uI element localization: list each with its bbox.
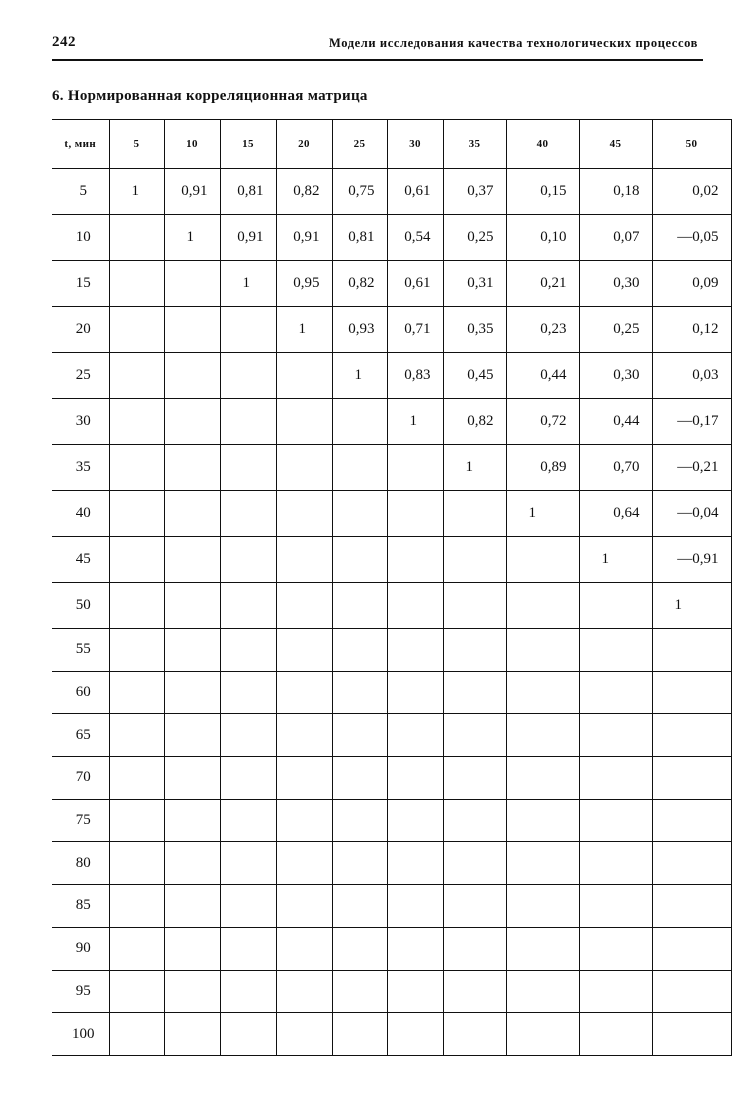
table-cell: 1 [332,353,387,399]
table-cell: 0,07 [579,215,652,261]
table-cell [387,671,443,714]
table-cell: 0,10 [506,215,579,261]
table-cell [652,714,731,757]
table-cell [652,799,731,842]
table-row [52,799,731,842]
table-cell [652,885,731,928]
table-row [52,757,731,800]
table-row [52,307,731,353]
table-cell [220,307,276,353]
table-cell [579,927,652,970]
table-cell: 0,81 [332,215,387,261]
table-cell: 0,35 [443,307,506,353]
table-cell: 1 [109,169,164,215]
table-cell [164,445,220,491]
table-cell [220,799,276,842]
column-header-10: 10 [164,120,220,169]
table-cell [652,1013,731,1056]
table-cell [276,799,332,842]
table-cell: 0,89 [506,445,579,491]
table-row [52,445,731,491]
table-cell [164,399,220,445]
table-cell [220,583,276,629]
table-cell [220,537,276,583]
row-label: 50 [52,583,109,629]
column-header-50: 50 [652,120,731,169]
row-label: 90 [52,927,109,970]
table-cell: 0,25 [443,215,506,261]
row-label: 100 [52,1013,109,1056]
table-cell [443,629,506,672]
table-cell [276,714,332,757]
table-cell [164,671,220,714]
table-cell [220,671,276,714]
row-label: 40 [52,491,109,537]
table-cell [220,842,276,885]
page-number: 242 [52,34,76,50]
table-cell [332,537,387,583]
column-header-25: 25 [332,120,387,169]
table-cell [579,885,652,928]
table-row [52,537,731,583]
table-cell [109,1013,164,1056]
table-cell [109,537,164,583]
table-cell [164,714,220,757]
table-cell [443,970,506,1013]
table-cell [109,799,164,842]
table-cell [332,399,387,445]
table-cell [387,537,443,583]
table-cell [220,927,276,970]
row-label: 85 [52,885,109,928]
table-cell: 0,72 [506,399,579,445]
table-cell [109,491,164,537]
table-cell: 0,02 [652,169,731,215]
table-cell [332,629,387,672]
row-label: 75 [52,799,109,842]
table-cell [579,799,652,842]
table-cell [579,714,652,757]
table-cell: —0,91 [652,537,731,583]
table-cell [443,491,506,537]
table-cell: 0,44 [579,399,652,445]
table-cell: 0,30 [579,353,652,399]
table-cell [506,537,579,583]
table-cell: —0,21 [652,445,731,491]
table-cell [164,799,220,842]
table-cell [387,629,443,672]
table-cell [332,885,387,928]
table-cell: 0,91 [164,169,220,215]
table-cell [276,583,332,629]
table-cell: 1 [652,583,731,629]
table-cell [332,927,387,970]
table-cell: 1 [220,261,276,307]
table-row [52,583,731,629]
table-cell [652,842,731,885]
table-cell [220,353,276,399]
table-cell: 0,81 [220,169,276,215]
table-cell [220,629,276,672]
table-cell [506,927,579,970]
table-cell [220,714,276,757]
table-cell [164,1013,220,1056]
column-header-5: 5 [109,120,164,169]
table-cell [164,353,220,399]
table-cell [387,927,443,970]
table-cell: 0,30 [579,261,652,307]
table-cell [332,842,387,885]
table-cell: 0,54 [387,215,443,261]
row-label: 5 [52,169,109,215]
correlation-matrix-table [52,119,732,1056]
table-cell: 0,82 [443,399,506,445]
table-cell [506,671,579,714]
table-cell [506,1013,579,1056]
row-label: 30 [52,399,109,445]
table-row [52,885,731,928]
table-row [52,1013,731,1056]
table-cell [109,885,164,928]
table-cell [220,885,276,928]
row-label: 25 [52,353,109,399]
table-cell: 1 [443,445,506,491]
table-cell [276,537,332,583]
table-cell [387,757,443,800]
table-cell: 0,25 [579,307,652,353]
table-cell [387,1013,443,1056]
column-header-35: 35 [443,120,506,169]
table-cell [109,970,164,1013]
table-cell: 1 [387,399,443,445]
table-cell [332,671,387,714]
table-cell [164,583,220,629]
table-cell [276,399,332,445]
table-cell: —0,04 [652,491,731,537]
table-row [52,970,731,1013]
table-cell [506,629,579,672]
table-cell [506,842,579,885]
table-cell [164,537,220,583]
table-cell: 0,18 [579,169,652,215]
table-cell [220,491,276,537]
table-row [52,215,731,261]
row-label: 95 [52,970,109,1013]
table-cell [443,714,506,757]
table-cell [443,671,506,714]
table-cell [332,757,387,800]
table-cell [276,842,332,885]
table-row [52,671,731,714]
table-cell: 0,44 [506,353,579,399]
table-cell [109,671,164,714]
row-label: 10 [52,215,109,261]
table-cell: 0,61 [387,169,443,215]
table-row [52,491,731,537]
table-cell: 0,12 [652,307,731,353]
table-cell [332,445,387,491]
table-cell: 1 [276,307,332,353]
table-cell [109,583,164,629]
table-cell [506,799,579,842]
table-cell [506,757,579,800]
table-cell [579,757,652,800]
table-cell [276,353,332,399]
table-cell: 1 [164,215,220,261]
table-cell [652,757,731,800]
table-cell [109,445,164,491]
column-header-15: 15 [220,120,276,169]
table-cell: 0,37 [443,169,506,215]
table-cell: 0,03 [652,353,731,399]
table-cell: 0,71 [387,307,443,353]
table-cell [506,885,579,928]
table-cell: 0,75 [332,169,387,215]
table-cell: 0,09 [652,261,731,307]
table-cell [652,970,731,1013]
table-cell [443,537,506,583]
row-label: 60 [52,671,109,714]
row-label: 45 [52,537,109,583]
running-title: Модели исследования качества технологических процессов [329,36,698,50]
table-cell: 0,61 [387,261,443,307]
table-cell [276,757,332,800]
table-cell [579,970,652,1013]
table-cell [276,1013,332,1056]
table-row [52,927,731,970]
table-cell: 0,15 [506,169,579,215]
table-cell [579,671,652,714]
table-cell [164,757,220,800]
table-cell [276,629,332,672]
table-row [52,714,731,757]
table-cell [332,583,387,629]
table-cell [109,629,164,672]
table-cell: 0,31 [443,261,506,307]
table-cell [443,583,506,629]
table-cell [276,491,332,537]
table-cell [652,927,731,970]
table-cell [220,445,276,491]
row-label: 70 [52,757,109,800]
table-cell: 0,83 [387,353,443,399]
table-cell: 0,91 [220,215,276,261]
table-cell [164,261,220,307]
table-cell [276,671,332,714]
table-cell [443,885,506,928]
table-cell [506,970,579,1013]
row-label: 55 [52,629,109,672]
table-cell [164,629,220,672]
table-cell [387,799,443,842]
table-row [52,399,731,445]
table-cell [506,583,579,629]
table-cell [579,1013,652,1056]
table-cell: 0,95 [276,261,332,307]
row-label: 65 [52,714,109,757]
table-cell [164,927,220,970]
table-cell [443,842,506,885]
table-cell: —0,05 [652,215,731,261]
table-cell [109,261,164,307]
table-cell: 0,93 [332,307,387,353]
table-cell [276,927,332,970]
row-label: 35 [52,445,109,491]
header-row [52,120,731,169]
table-cell [332,714,387,757]
table-cell [387,714,443,757]
column-header-20: 20 [276,120,332,169]
column-header-30: 30 [387,120,443,169]
table-cell [443,799,506,842]
table-row [52,629,731,672]
table-cell [332,491,387,537]
table-cell [443,1013,506,1056]
table-cell: 0,82 [276,169,332,215]
table-cell [109,927,164,970]
table-cell [220,1013,276,1056]
table-cell [332,970,387,1013]
table-cell [164,885,220,928]
table-cell: 1 [506,491,579,537]
table-cell [652,671,731,714]
table-cell [332,799,387,842]
table-cell [332,1013,387,1056]
row-label: 15 [52,261,109,307]
table-cell [164,307,220,353]
table-cell [652,629,731,672]
table-row [52,169,731,215]
table-cell [276,445,332,491]
table-cell [276,970,332,1013]
table-cell: 0,45 [443,353,506,399]
table-cell [109,842,164,885]
column-header-40: 40 [506,120,579,169]
table-cell: 0,64 [579,491,652,537]
table-row [52,842,731,885]
header-rule [52,59,703,61]
table-cell [387,842,443,885]
table-cell: 0,21 [506,261,579,307]
row-label: 80 [52,842,109,885]
row-label: 20 [52,307,109,353]
table-row [52,353,731,399]
table-cell [387,885,443,928]
table-cell: 0,23 [506,307,579,353]
table-cell [579,629,652,672]
table-cell [387,970,443,1013]
table-cell [109,757,164,800]
table-cell [109,399,164,445]
table-cell [109,215,164,261]
matrix-body [52,169,731,1056]
table-cell [387,491,443,537]
table-cell [164,491,220,537]
table-cell: 1 [579,537,652,583]
table-cell [387,445,443,491]
table-cell [579,842,652,885]
table-cell [164,842,220,885]
table-cell [443,927,506,970]
table-cell [109,714,164,757]
table-cell: 0,91 [276,215,332,261]
corner-label: t, мин [52,120,109,169]
table-cell [443,757,506,800]
table-cell [387,583,443,629]
table-cell: —0,17 [652,399,731,445]
table-cell [579,583,652,629]
table-cell [220,970,276,1013]
table-cell: 0,82 [332,261,387,307]
table-cell [276,885,332,928]
table-row [52,261,731,307]
table-title: 6. Нормированная корреляционная матрица [52,88,368,104]
table-cell [109,307,164,353]
table-cell [506,714,579,757]
table-cell [164,970,220,1013]
table-cell [220,757,276,800]
table-cell [109,353,164,399]
column-header-45: 45 [579,120,652,169]
table-cell [220,399,276,445]
table-cell: 0,70 [579,445,652,491]
